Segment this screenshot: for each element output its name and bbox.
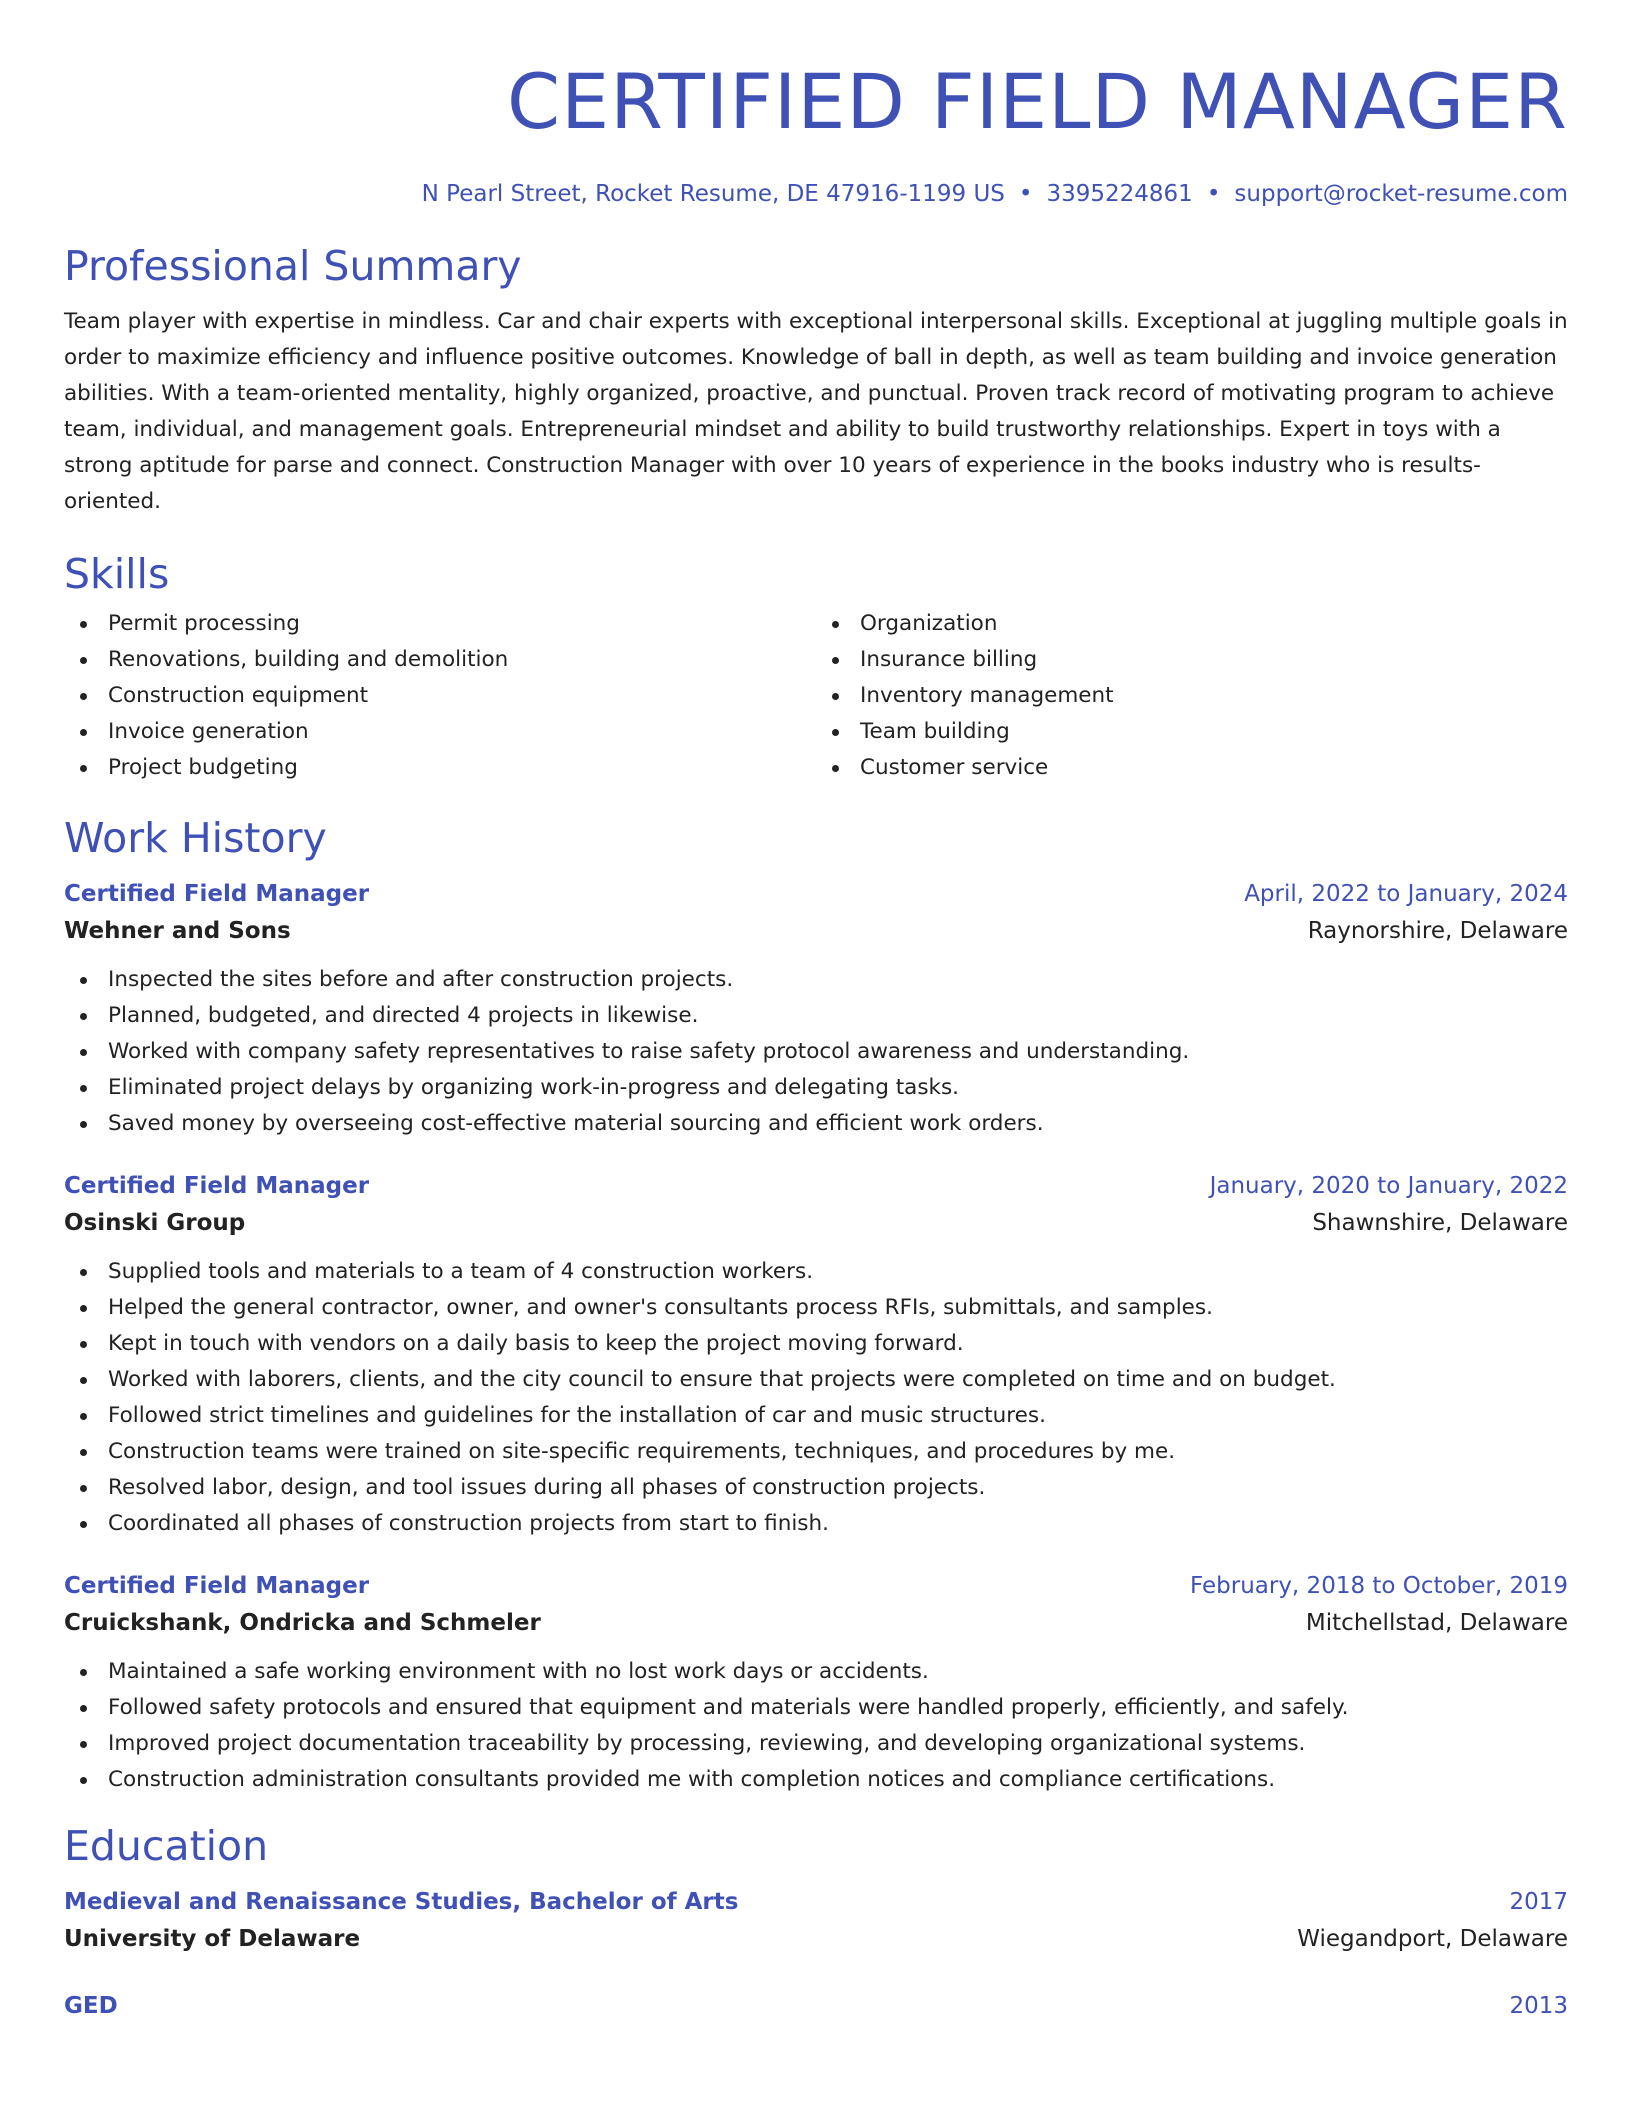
education-school-row (64, 1920, 1568, 1958)
summary-text: Team player with expertise in mindless. Car and chair experts with exceptional interpersonal skills. Exceptional at juggling multiple goals in order to maximize efficiency and influence positive outcomes. Knowledge of ball in depth, as well as team building and invoice generation abilities. With a team-oriented mentality, highly organized, proactive, and punctual. Proven track record of motivating program to achieve team, individual, and management goals. Entrepreneurial mindset and ability to build trustworthy relationships. Expert in toys with a strong aptitude for parse and connect. Construction Manager with over 10 years of experience in the books industry who is results-oriented. (64, 309, 1568, 514)
job-bullet: Resolved labor, design, and tool issues during all phases of construction projects. (64, 1470, 1568, 1506)
education-degree: Medieval and Renaissance Studies, Bachelor of Arts (64, 1889, 739, 1915)
job-bullet: Planned, budgeted, and directed 4 projects in likewise. (64, 998, 1568, 1034)
job-role: Certified Field Manager (64, 1573, 370, 1599)
education-degree-row (64, 1884, 1568, 1920)
education-year: 2017 (1509, 1889, 1568, 1915)
job-entry (64, 876, 1568, 1142)
job-bullet: Helped the general contractor, owner, and owner's consultants process RFIs, submittals, and samples. (64, 1290, 1568, 1326)
job-role: Certified Field Manager (64, 1173, 370, 1199)
skill-item: Project budgeting (64, 750, 816, 786)
job-bullet: Followed strict timelines and guidelines for the installation of car and music structures. (64, 1398, 1568, 1434)
job-bullets (64, 962, 1568, 1142)
job-dates: April, 2022 to January, 2024 (1244, 881, 1568, 907)
job-title-row (64, 1168, 1568, 1204)
education-location: Wiegandport, Delaware (1297, 1926, 1568, 1952)
job-title-row (64, 1568, 1568, 1604)
job-company: Cruickshank, Ondricka and Schmeler (64, 1610, 541, 1636)
job-location: Mitchellstad, Delaware (1305, 1610, 1568, 1636)
skill-item: Organization (816, 606, 1568, 642)
job-bullet: Saved money by overseeing cost-effective material sourcing and efficient work orders. (64, 1106, 1568, 1142)
summary-heading: Professional Summary (64, 242, 522, 290)
skills-column-right (816, 606, 1568, 786)
contact-separator: • (1206, 181, 1221, 207)
contact-address: N Pearl Street, Rocket Resume, DE 47916-1199 US (421, 181, 1005, 207)
skill-item: Renovations, building and demolition (64, 642, 816, 678)
contact-line (64, 178, 1568, 210)
job-bullet: Construction administration consultants provided me with completion notices and compliance certifications. (64, 1762, 1568, 1798)
resume-name: CERTIFIED FIELD MANAGER (507, 57, 1568, 146)
job-bullet: Coordinated all phases of construction projects from start to finish. (64, 1506, 1568, 1542)
education-entry (64, 1884, 1568, 1958)
skills-heading: Skills (64, 550, 170, 598)
skills-grid (64, 606, 1568, 786)
job-bullet: Kept in touch with vendors on a daily basis to keep the project moving forward. (64, 1326, 1568, 1362)
job-role: Certified Field Manager (64, 881, 370, 907)
skill-item: Customer service (816, 750, 1568, 786)
job-bullet: Inspected the sites before and after construction projects. (64, 962, 1568, 998)
job-entry (64, 1568, 1568, 1798)
job-title-row (64, 876, 1568, 912)
job-bullet: Worked with laborers, clients, and the city council to ensure that projects were completed on time and on budget. (64, 1362, 1568, 1398)
job-bullet: Eliminated project delays by organizing work-in-progress and delegating tasks. (64, 1070, 1568, 1106)
contact-phone[interactable]: 3395224861 (1046, 181, 1193, 207)
job-bullet: Supplied tools and materials to a team of 4 construction workers. (64, 1254, 1568, 1290)
skills-column-left (64, 606, 816, 786)
education-heading: Education (64, 1822, 269, 1870)
skill-item: Invoice generation (64, 714, 816, 750)
resume-header (64, 56, 1568, 210)
work-history-heading: Work History (64, 814, 327, 862)
job-bullets (64, 1254, 1568, 1542)
job-company-row (64, 912, 1568, 950)
job-company-row (64, 1604, 1568, 1642)
job-company: Wehner and Sons (64, 918, 291, 944)
contact-separator: • (1018, 181, 1033, 207)
job-bullet: Maintained a safe working environment with no lost work days or accidents. (64, 1654, 1568, 1690)
skill-item: Inventory management (816, 678, 1568, 714)
job-bullets (64, 1654, 1568, 1798)
job-location: Shawnshire, Delaware (1312, 1210, 1568, 1236)
job-dates: February, 2018 to October, 2019 (1190, 1573, 1568, 1599)
skill-item: Team building (816, 714, 1568, 750)
skill-item: Construction equipment (64, 678, 816, 714)
job-company-row (64, 1204, 1568, 1242)
education-degree: GED (64, 1993, 118, 2019)
job-location: Raynorshire, Delaware (1307, 918, 1568, 944)
job-bullet: Followed safety protocols and ensured that equipment and materials were handled properly, efficiently, and safely. (64, 1690, 1568, 1726)
education-school: University of Delaware (64, 1926, 361, 1952)
job-company: Osinski Group (64, 1210, 246, 1236)
job-bullet: Worked with company safety representatives to raise safety protocol awareness and understanding. (64, 1034, 1568, 1070)
contact-email[interactable]: support@rocket-resume.com (1234, 181, 1568, 207)
education-degree-row (64, 1988, 1568, 2024)
job-bullet: Improved project documentation traceability by processing, reviewing, and developing organizational systems. (64, 1726, 1568, 1762)
education-entry (64, 1988, 1568, 2024)
job-bullet: Construction teams were trained on site-specific requirements, techniques, and procedures by me. (64, 1434, 1568, 1470)
job-dates: January, 2020 to January, 2022 (1209, 1173, 1568, 1199)
job-entry (64, 1168, 1568, 1542)
skill-item: Insurance billing (816, 642, 1568, 678)
education-year: 2013 (1509, 1993, 1568, 2019)
skill-item: Permit processing (64, 606, 816, 642)
